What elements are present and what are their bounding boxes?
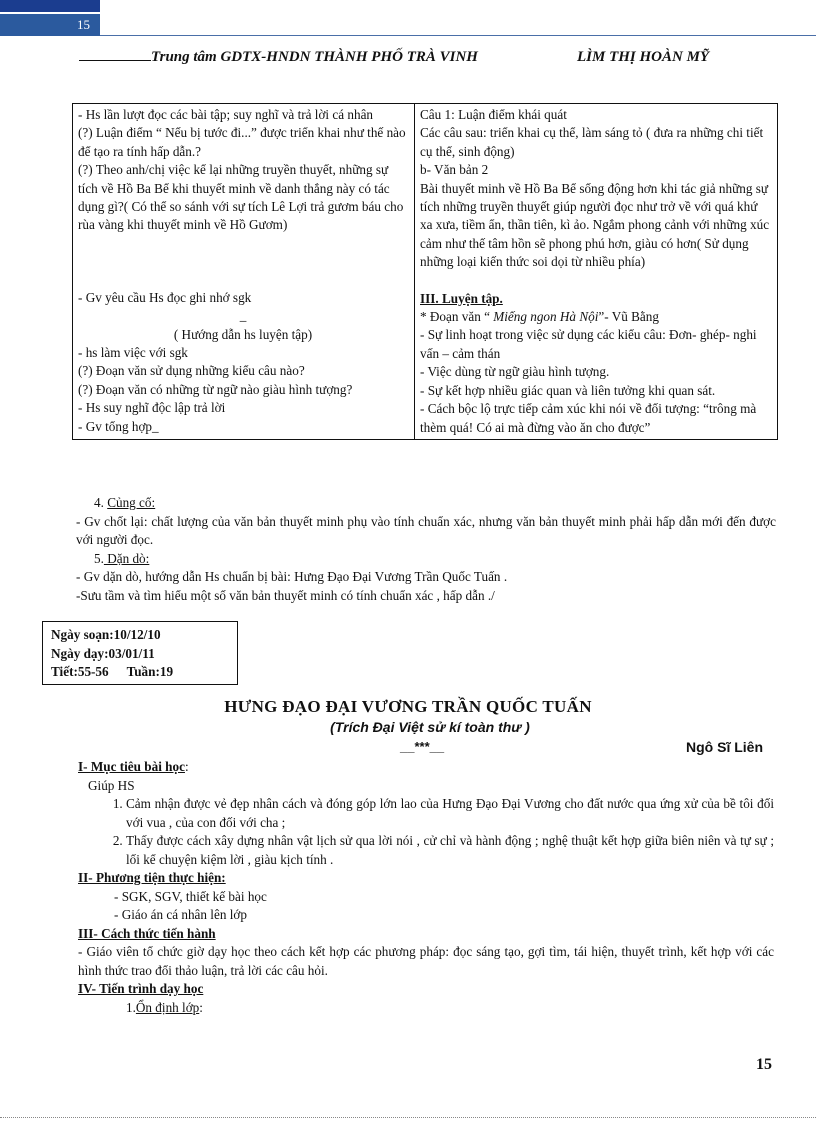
lesson-author: Ngô Sĩ Liên: [686, 739, 763, 755]
table-row: [73, 104, 778, 440]
lesson-table: [72, 103, 778, 440]
step-colon: :: [199, 999, 203, 1015]
activity-line: - Hs lần lượt đọc các bài tập; suy nghĩ và trả lời cá nhân: [78, 107, 374, 122]
section-3-heading: III- Cách thức tiến hành: [78, 925, 216, 941]
consolidation-title: Củng cố:: [107, 495, 156, 510]
section-4-step: [78, 999, 774, 1018]
content-line: - Việc dùng từ ngữ giàu hình tượng.: [420, 364, 610, 380]
excerpt-line: [420, 308, 771, 326]
list-item: - Giáo án cá nhân lên lớp: [114, 907, 247, 922]
content-line: Bài thuyết minh về Hồ Ba Bể sống động hơn khi tác giả những sự tích những truyền thuyết giúp người đọc như trở về với quá khứ xa xưa, tiềm ẩn, thần tiên, kì ảo. Ngắm phong cảnh với những xúc cảm như thế tâm hồn sẽ phong phú hơn, giàu có hơn( Sử dụng những loại kiến thức soi dọi từ nhiều phía): [420, 180, 770, 270]
content-line: Câu 1: Luận điểm khái quát: [420, 107, 567, 122]
page-header: [79, 49, 759, 66]
header-teacher: LÌM THỊ HOÀN MỸ: [577, 49, 710, 65]
prep-date: Ngày soạn:10/12/10: [51, 627, 161, 642]
homework-number: 5.: [94, 550, 104, 566]
homework-line: - Gv dặn dò, hướng dẫn Hs chuẩn bị bài: Hưng Đạo Đại Vương Trần Quốc Tuấn .: [76, 569, 508, 584]
goals-list: [78, 795, 774, 869]
list-item: 1. Cảm nhận được vẻ đẹp nhân cách và đóng góp lớn lao của Hưng Đạo Đại Vương cho đất nước qua ứng xử của bề tôi đối với vua , của con đối với cha ;: [126, 795, 774, 832]
header-institution: Trung tâm GDTX-HNDN THÀNH PHỐ TRÀ VINH: [151, 49, 478, 65]
section-4-heading: IV- Tiến trình dạy học: [78, 981, 204, 996]
section-1-colon: :: [184, 759, 189, 774]
section-2-heading: II- Phương tiện thực hiện:: [78, 870, 226, 885]
star-divider: __***__: [400, 739, 445, 754]
section-1-title: I- Mục tiêu bài học: [78, 759, 185, 774]
activity-line: - Gv yêu cầu Hs đọc ghi nhớ sgk: [78, 289, 252, 305]
section-1-heading: [78, 758, 774, 777]
consolidation-heading: [76, 494, 776, 513]
section-3-text: - Giáo viên tổ chức giờ dạy học theo cách kết hợp các phương pháp: đọc sáng tạo, gợi tìm, tái hiện, thuyết trình, kết hợp với các hình thức trao đổi thảo luận, trả lời các câu hỏi.: [78, 944, 774, 978]
section-1-intro: Giúp HS: [88, 777, 135, 793]
homework-title: Dặn dò:: [103, 550, 150, 566]
content-line: - Sự kết hợp nhiều giác quan và liên tưởng khi quan sát.: [420, 382, 716, 398]
header-divider: [100, 35, 816, 36]
schedule-box: [42, 621, 238, 685]
excerpt-suffix: ”- Vũ Bằng: [598, 309, 659, 325]
page-tab: 15: [0, 14, 100, 36]
activity-line: (?) Theo anh/chị việc kể lại những truyền thuyết, những sự tích về Hồ Ba Bể khi thuyết minh về danh thắng này có tác dụng gì?( Có thể so sánh với sự tích Lê Lợi trả gươm báu cho rùa vàng khi thuyết minh về Hồ Gươm): [78, 162, 404, 233]
content-line: Các câu sau: triển khai cụ thể, làm sáng tỏ ( đưa ra những chi tiết cụ thể, sinh động): [420, 125, 764, 159]
header-rule: [79, 60, 151, 61]
list-item: - SGK, SGV, thiết kế bài học: [114, 888, 267, 904]
activity-line: (?) Luận điểm “ Nếu bị tước đi...” được triển khai như thế nào để tạo ra tính hấp dẫn.?: [78, 125, 406, 159]
teacher-student-activities: [73, 104, 415, 440]
content-line: - Cách bộc lộ trực tiếp cảm xúc khi nói về đối tượng: “trông mà thèm quá! Có ai mà đừng vào ăn cho được”: [420, 401, 757, 435]
lesson-content: [415, 104, 778, 440]
excerpt-title: Miếng ngon Hà Nội: [493, 309, 599, 325]
lesson-title: HƯNG ĐẠO ĐẠI VƯƠNG TRẦN QUỐC TUẤN: [224, 697, 592, 716]
lesson-subtitle: (Trích Đại Việt sử kí toàn thư ): [330, 719, 530, 735]
content-line: - Sự linh hoạt trong việc sử dụng các kiểu câu: Đơn- ghép- nghi vấn – cảm thán: [420, 327, 757, 361]
homework-heading: [76, 550, 776, 569]
consolidation-number: 4.: [94, 495, 104, 510]
closing-section: [76, 494, 776, 605]
excerpt-prefix: * Đoạn văn “: [420, 309, 494, 325]
activity-line: - Gv tổng hợp_: [78, 418, 159, 434]
activity-line: ( Hướng dẫn hs luyện tập): [173, 326, 313, 342]
consolidation-text: - Gv chốt lại: chất lượng của văn bản thuyết minh phụ vào tính chuẩn xác, nhưng văn bản thuyết minh phải hấp dẫn mới đến được với người đọc.: [76, 513, 776, 547]
activity-line: - Hs suy nghĩ độc lập trả lời: [78, 400, 226, 416]
period: Tiết:55-56: [51, 664, 109, 679]
content-line: b- Văn bản 2: [420, 162, 489, 178]
activity-line: (?) Đoạn văn sử dụng những kiểu câu nào?: [78, 363, 305, 379]
homework-line: -Sưu tầm và tìm hiểu một số văn bản thuyết minh có tính chuẩn xác , hấp dẫn ./: [76, 587, 495, 603]
top-color-strip: [0, 0, 100, 12]
page-number: 15: [756, 1056, 772, 1073]
teach-date: Ngày dạy:03/01/11: [51, 645, 155, 661]
period-week: [51, 663, 229, 682]
week: Tuần:19: [126, 664, 174, 679]
activity-line: (?) Đoạn văn có những từ ngữ nào giàu hình tượng?: [78, 381, 353, 397]
lesson-plan-body: [78, 758, 774, 1017]
activity-line: _: [239, 308, 247, 324]
page-bottom-rule: [0, 1117, 816, 1118]
list-item: 2. Thấy được cách xây dựng nhân vật lịch sử qua lời nói , cử chỉ và hành động ; nghệ thuật kết hợp giữa biên niên và tự sự ; lối kể chuyện kiệm lời , giàu kịch tính .: [126, 832, 774, 869]
step-number: 1.: [126, 999, 136, 1015]
activity-line: - hs làm việc với sgk: [78, 345, 188, 361]
step-title: Ổn định lớp: [135, 999, 200, 1015]
practice-heading: III. Luyện tập.: [420, 290, 503, 306]
